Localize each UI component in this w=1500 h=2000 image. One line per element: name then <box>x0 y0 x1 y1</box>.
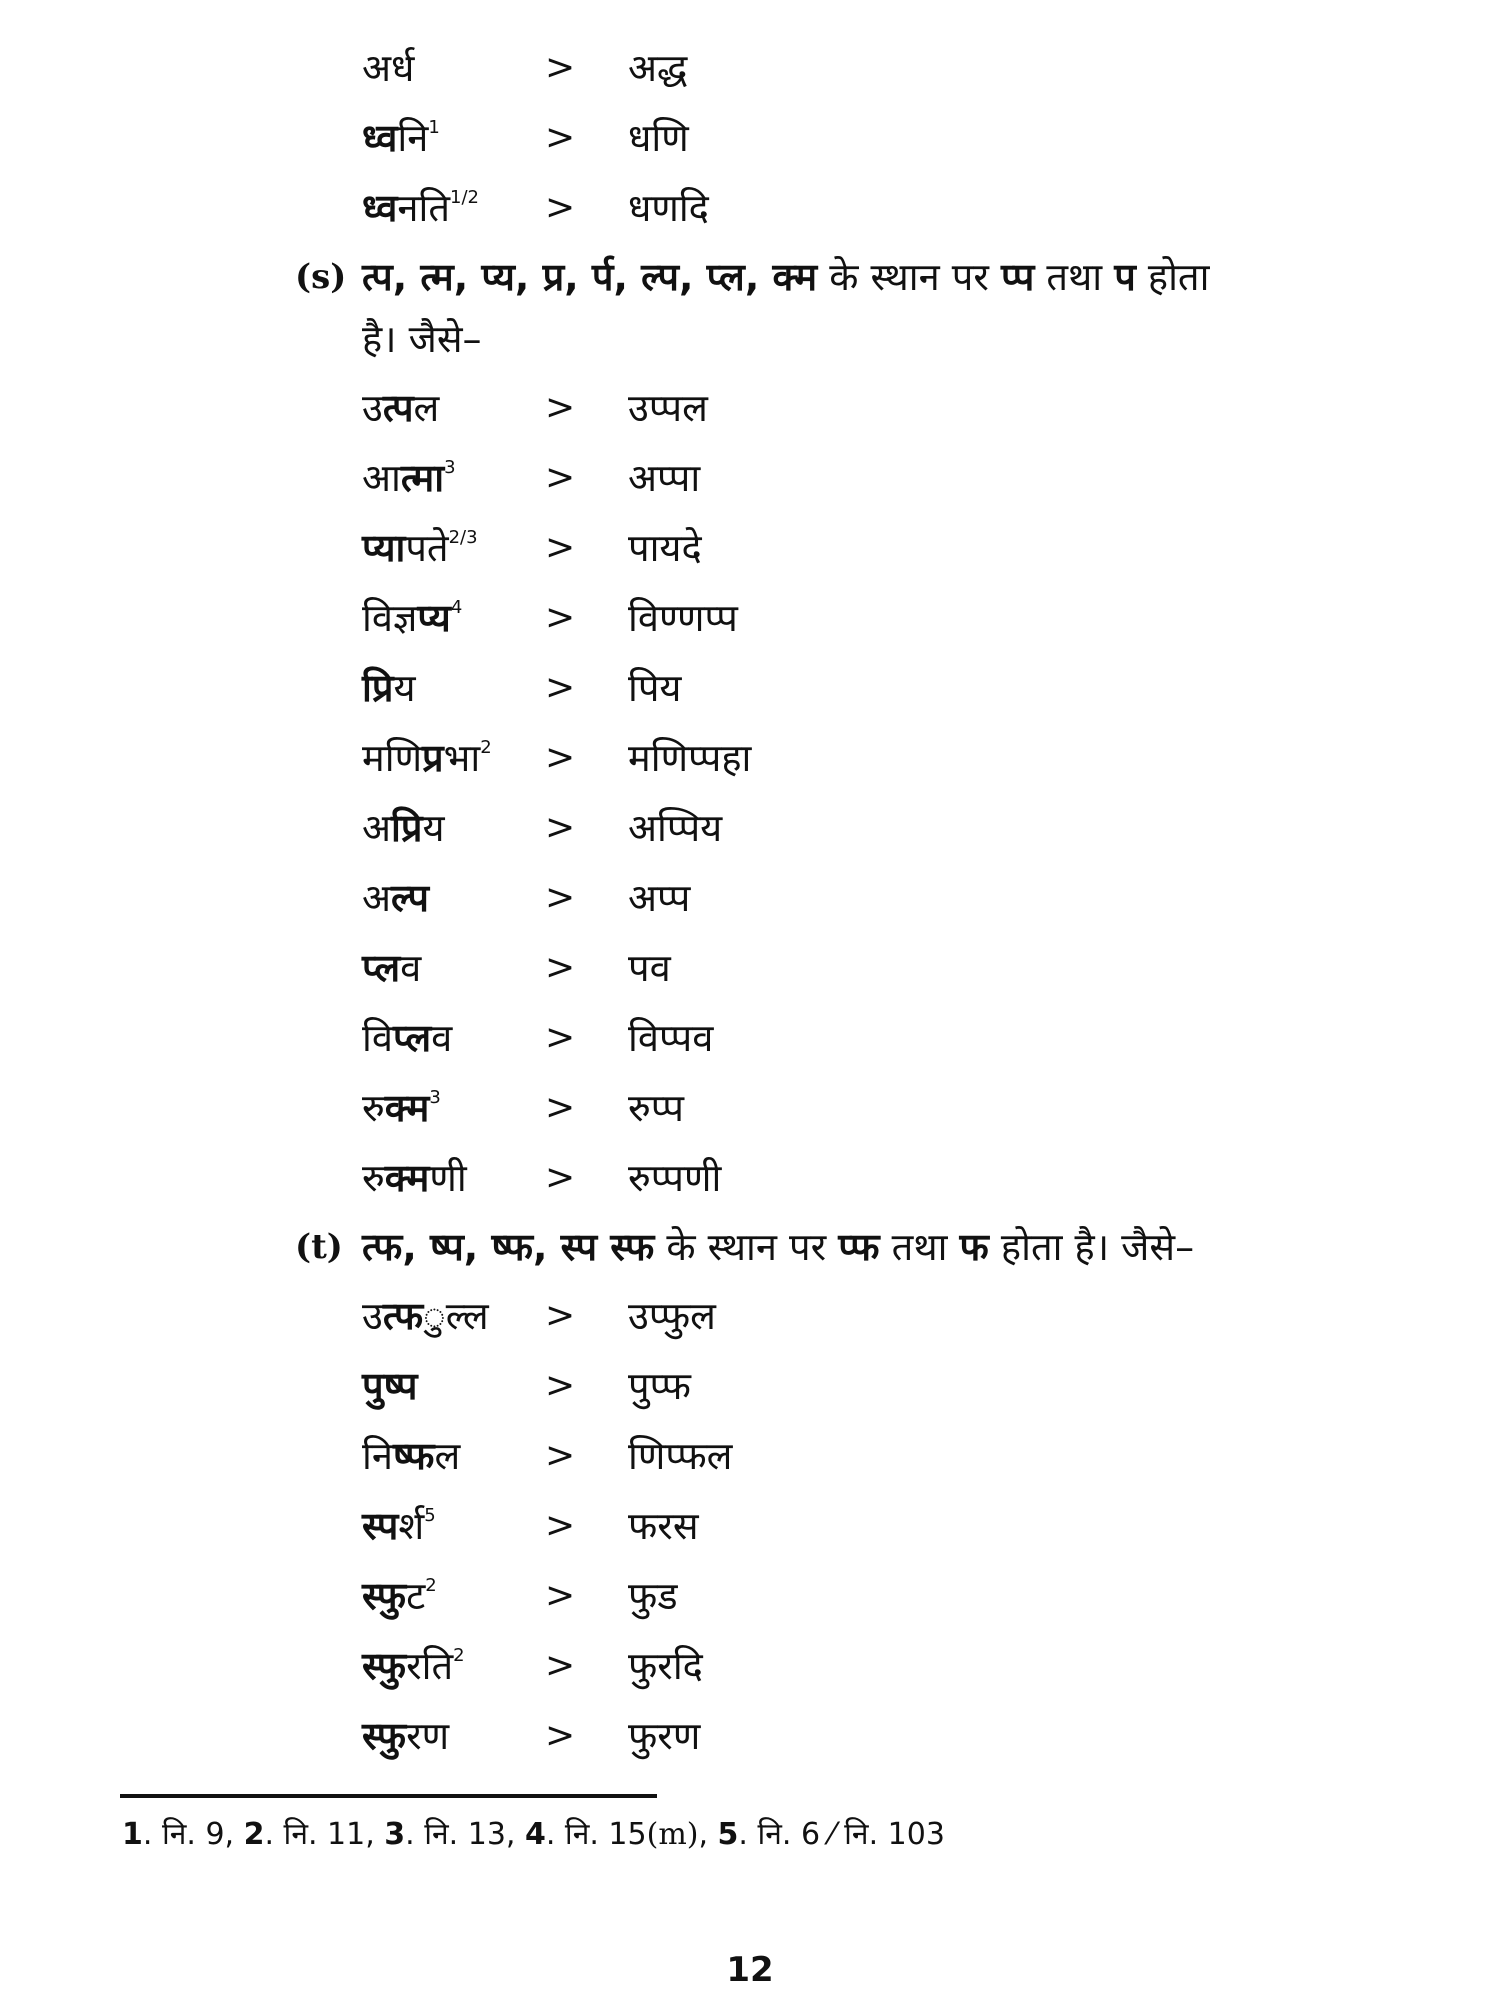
sanskrit-word: आत्मा$^3$ <box>362 456 456 500</box>
sanskrit-word: अर्ध <box>362 46 415 90</box>
derivation-arrow: > <box>545 877 576 918</box>
sanskrit-word: निष्फल <box>362 1434 461 1478</box>
footnotes: 1. नि. 9, 2. नि. 11, 3. नि. 13, 4. नि. 15(m), 5. नि. 6 ⁄ नि. 103 <box>122 1817 945 1852</box>
derivation-arrow: > <box>545 597 576 638</box>
sanskrit-word: प्यापते$^{2/3}$ <box>362 526 478 570</box>
prakrit-word: रुप्प <box>628 1086 685 1130</box>
prakrit-word: अद्ध <box>628 46 688 90</box>
prakrit-word: णिप्फल <box>628 1434 733 1478</box>
prakrit-word: अप्पिय <box>628 806 723 850</box>
prakrit-word: पव <box>628 946 671 990</box>
sanskrit-word: अल्प <box>362 876 429 920</box>
book-page: अर्ध > अद्ध ध्वनि$^1$ > धणि ध्वनति$^{1/2}$ > धणदि (s) त्प, त्म, प्य, प्र, र्प, ल्प, प्ल, क्म के स्थान पर प्प तथा प होता है। जैसे– उत्पल > उप्पल आत्मा$^3$ > अप्पा प्यापते$^{2/3}$ > पायदे विज्ञप्य$^4$ > विण्णप्प प्रिय > पिय मणिप्रभा$^2$ > मणिप्पहा अप्रिय > अप्पिय अल्प > अप्प प्लव > पव विप्लव > विप्पव रुक्म$^3$ > रुप्प रुक्मणी > रुप्पणी (t) त्फ, ष्प, ष्फ, स्प स्फ के स्थान पर प्फ तथा फ होता है। जैसे– उत्फुल्ल > उप्फुल पुष्प > पुप्फ निष्फल > णिप्फल स्पर्श$^5$ > फरस स्फुट$^2$ > फुड स्फुरति$^2$ > फुरदि स्फुरण > फुरण 1. नि. 9, 2. नि. 11, 3. नि. 13, 4. नि. 15(m), 5. नि. 6 ⁄ नि. 103 12 <box>0 0 1500 2000</box>
derivation-arrow: > <box>545 807 576 848</box>
sanskrit-word: ध्वनि$^1$ <box>362 116 440 160</box>
prakrit-word: अप्पा <box>628 456 701 500</box>
derivation-arrow: > <box>545 1645 576 1686</box>
prakrit-word: मणिप्पहा <box>628 736 752 780</box>
sanskrit-word: मणिप्रभा$^2$ <box>362 736 492 780</box>
derivation-arrow: > <box>545 1295 576 1336</box>
derivation-arrow: > <box>545 947 576 988</box>
derivation-arrow: > <box>545 667 576 708</box>
derivation-arrow: > <box>545 1157 576 1198</box>
section-marker: (t) <box>295 1227 343 1267</box>
section-marker: (s) <box>295 257 347 297</box>
prakrit-word: धणदि <box>628 186 709 230</box>
page-number: 12 <box>726 1950 774 1990</box>
prakrit-word: फुरदि <box>628 1644 703 1688</box>
prakrit-word: फुड <box>628 1574 678 1618</box>
prakrit-word: धणि <box>628 116 689 160</box>
derivation-arrow: > <box>545 47 576 88</box>
sanskrit-word: प्लव <box>362 946 422 990</box>
sanskrit-word: स्फुट$^2$ <box>362 1574 437 1618</box>
sanskrit-word: अप्रिय <box>362 806 445 850</box>
sanskrit-word: उत्फुल्ल <box>362 1294 489 1338</box>
sanskrit-word: ध्वनति$^{1/2}$ <box>362 186 479 230</box>
derivation-arrow: > <box>545 1575 576 1616</box>
derivation-arrow: > <box>545 187 576 228</box>
derivation-arrow: > <box>545 457 576 498</box>
derivation-arrow: > <box>545 1715 576 1756</box>
prakrit-word: पुप्फ <box>628 1364 691 1408</box>
sanskrit-word: स्पर्श$^5$ <box>362 1504 436 1548</box>
prakrit-word: विप्पव <box>628 1016 714 1060</box>
derivation-arrow: > <box>545 1505 576 1546</box>
prakrit-word: फुरण <box>628 1714 701 1758</box>
sanskrit-word: स्फुरति$^2$ <box>362 1644 465 1688</box>
prakrit-word: अप्प <box>628 876 691 920</box>
sanskrit-word: विज्ञप्य$^4$ <box>362 596 463 640</box>
derivation-arrow: > <box>545 387 576 428</box>
sanskrit-word: रुक्म$^3$ <box>362 1086 441 1130</box>
prakrit-word: उप्पल <box>628 386 708 430</box>
prakrit-word: पायदे <box>628 526 702 570</box>
derivation-arrow: > <box>545 1017 576 1058</box>
sanskrit-word: स्फुरण <box>362 1714 450 1758</box>
derivation-arrow: > <box>545 1087 576 1128</box>
footnote-divider <box>120 1794 657 1798</box>
sanskrit-word: विप्लव <box>362 1016 453 1060</box>
derivation-arrow: > <box>545 117 576 158</box>
derivation-arrow: > <box>545 1365 576 1406</box>
sanskrit-word: रुक्मणी <box>362 1156 467 1200</box>
sanskrit-word: पुष्प <box>362 1364 418 1408</box>
derivation-arrow: > <box>545 737 576 778</box>
prakrit-word: उप्फुल <box>628 1294 716 1338</box>
prakrit-word: विण्णप्प <box>628 596 738 640</box>
derivation-arrow: > <box>545 1435 576 1476</box>
prakrit-word: पिय <box>628 666 682 710</box>
sanskrit-word: उत्पल <box>362 386 440 430</box>
sanskrit-word: प्रिय <box>362 666 416 710</box>
prakrit-word: फरस <box>628 1504 699 1548</box>
derivation-arrow: > <box>545 527 576 568</box>
prakrit-word: रुप्पणी <box>628 1156 722 1200</box>
